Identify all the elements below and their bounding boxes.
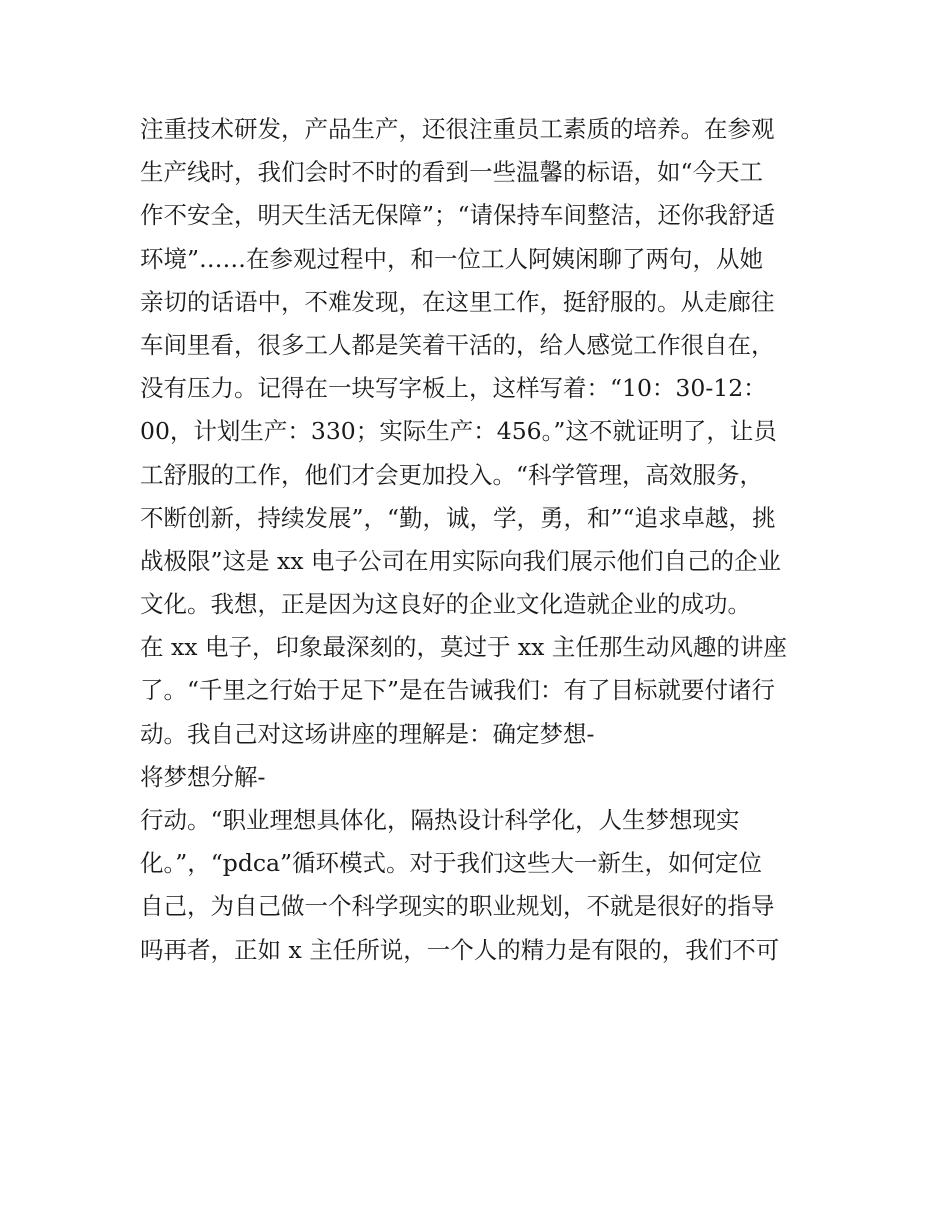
- text-line: 行动。“职业理想具体化，隔热设计科学化，人生梦想现实: [140, 806, 740, 834]
- text-line: 00，计划生产：330；实际生产：456。”这不就证明了，让员: [140, 417, 777, 446]
- text-line: 自己，为自己做一个科学现实的职业规划，不就是很好的指导: [140, 892, 775, 921]
- text-line: 了。“千里之行始于足下”是在告诫我们：有了目标就要付诸行: [140, 676, 776, 705]
- text-line: 亲切的话语中，不难发现，在这里工作，挺舒服的。从走廊往: [140, 287, 775, 316]
- text-line: 工舒服的工作，他们才会更加投入。“科学管理，高效服务，: [140, 460, 764, 489]
- text-line: 化。”，“pdca”循环模式。对于我们这些大一新生，如何定位: [140, 849, 763, 878]
- text-line: 战极限”这是 xx 电子公司在用实际向我们展示他们自己的企业: [140, 546, 781, 575]
- text-line: 车间里看，很多工人都是笑着干活的，给人感觉工作很自在，: [140, 330, 775, 359]
- text-line: 吗再者，正如 x 主任所说，一个人的精力是有限的，我们不可: [140, 935, 780, 964]
- text-line: 作不安全，明天生活无保障”；“请保持车间整洁，还你我舒适: [140, 201, 776, 230]
- text-line: 没有压力。记得在一块写字板上，这样写着：“10：30-12：: [140, 374, 767, 403]
- text-line: 注重技术研发，产品生产，还很注重员工素质的培养。在参观: [140, 115, 775, 143]
- text-line: 生产线时，我们会时不时的看到一些温馨的标语，如“今天工: [140, 158, 764, 187]
- text-line: 将梦想分解-: [140, 762, 266, 791]
- text-line: 动。我自己对这场讲座的理解是：确定梦想-: [140, 719, 595, 748]
- text-line: 文化。我想，正是因为这良好的企业文化造就企业的成功。: [140, 590, 751, 619]
- text-line: 环境”……在参观过程中，和一位工人阿姨闲聊了两句，从她: [140, 244, 764, 273]
- text-line: 在 xx 电子，印象最深刻的，莫过于 xx 主任那生动风趣的讲座: [140, 633, 787, 662]
- text-line: 不断创新，持续发展”，“勤，诚，学，勇，和”“追求卓越，挑: [140, 503, 776, 532]
- body-text: [140, 108, 830, 972]
